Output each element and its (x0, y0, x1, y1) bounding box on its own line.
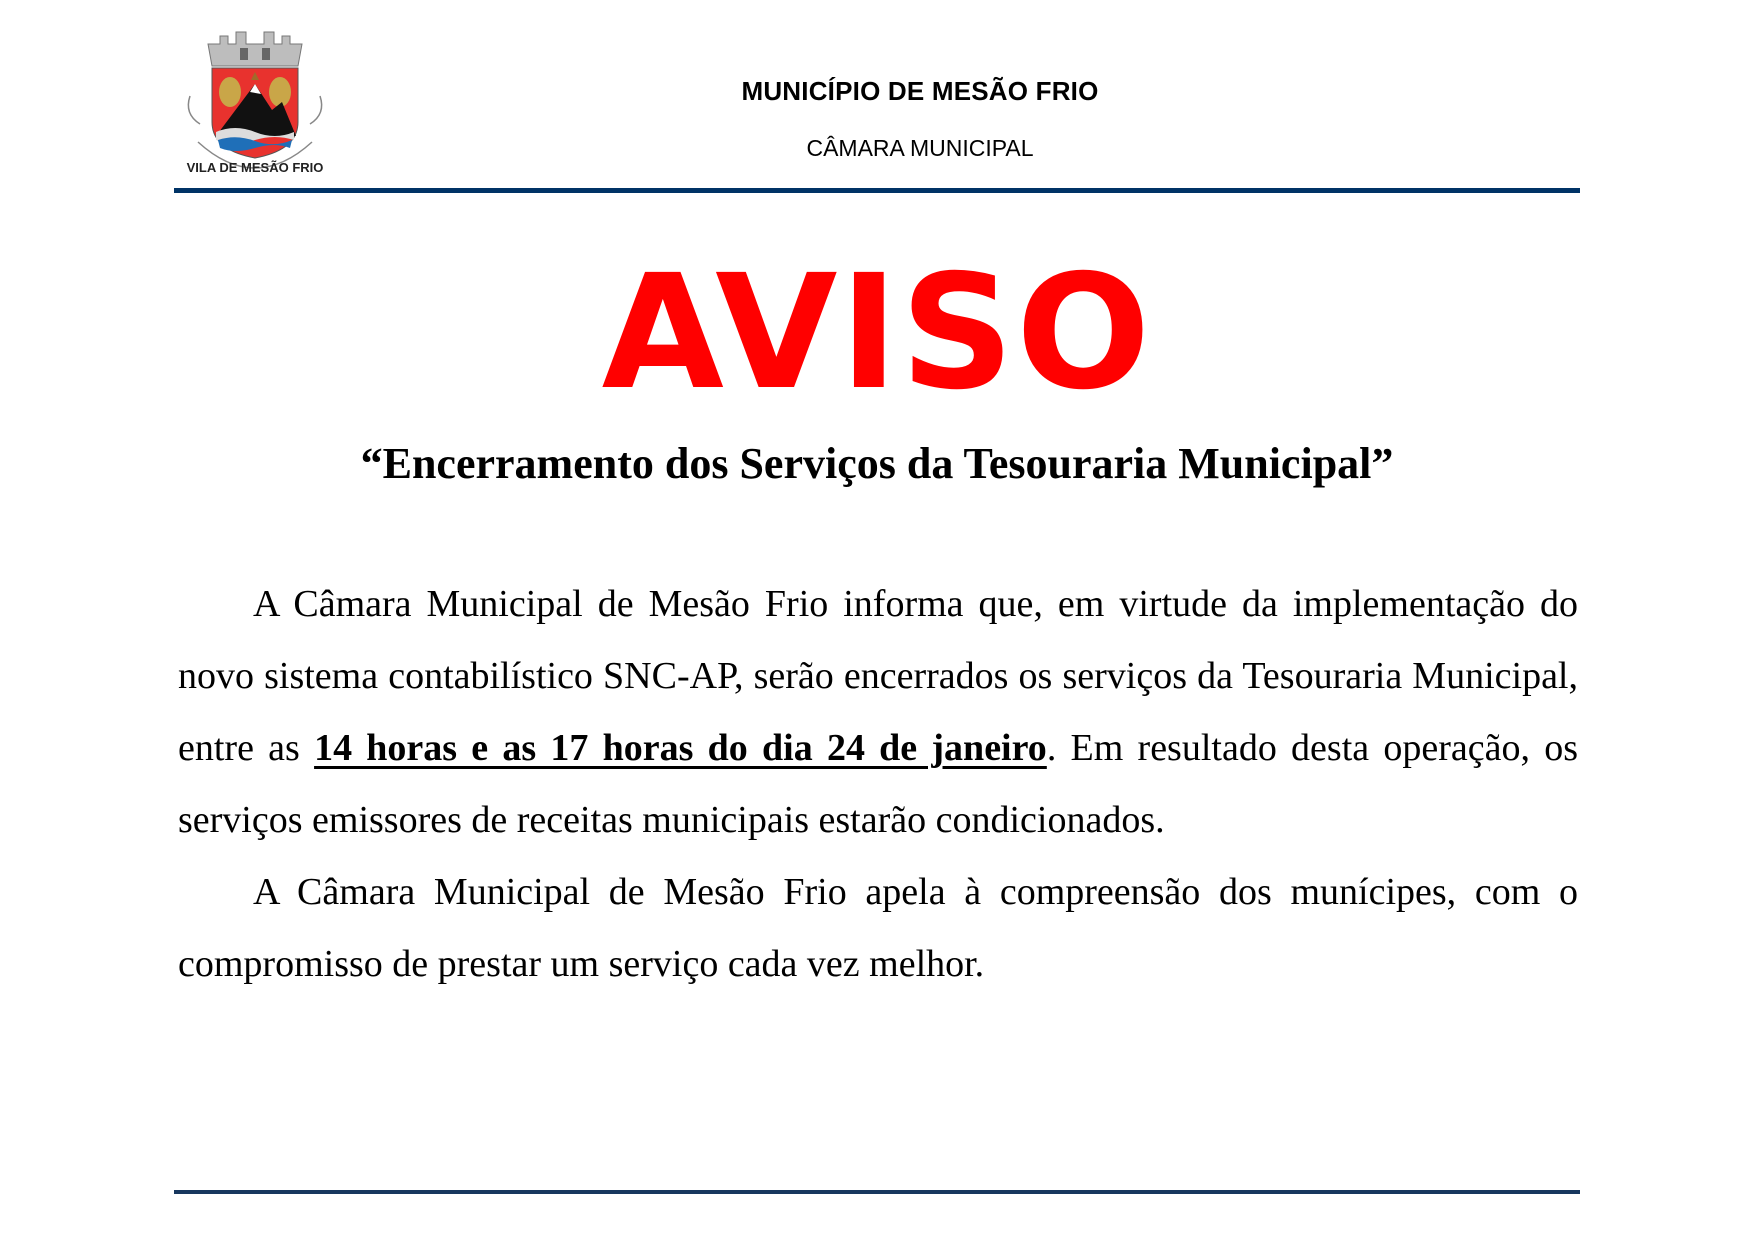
coat-of-arms-icon (180, 24, 330, 180)
notice-heading: “Encerramento dos Serviços da Tesouraria Municipal” (360, 439, 1394, 488)
closure-time-highlight: 14 horas e as 17 horas do dia 24 de janeiro (314, 727, 1047, 769)
council-subtitle: CÂMARA MUNICIPAL (806, 135, 1034, 161)
svg-text:VILA DE MESÃO FRIO: VILA DE MESÃO FRIO (186, 160, 324, 175)
municipality-title: MUNICÍPIO DE MESÃO FRIO (741, 76, 1099, 106)
paragraph-1-text: A Câmara Municipal de Mesão Frio informa que, em virtude da implementação do novo sistema contabilístico SNC-AP, serão encerrados os serviços da Tesouraria Municipal, entre as (178, 583, 1578, 769)
notice-label: AVISO (601, 241, 1153, 425)
footer-divider (174, 1190, 1580, 1194)
paragraph-2: A Câmara Municipal de Mesão Frio apela à compreensão dos munícipes, com o compromisso de prestar um serviço cada vez melhor. (178, 871, 1578, 985)
header-divider (174, 188, 1580, 193)
crest-svg (180, 24, 330, 180)
paragraph-1-text-end: . Em resultado desta operação, os serviços emissores de receitas municipais estarão condicionados. (178, 727, 1579, 841)
notice-body (178, 568, 1578, 1000)
paragraph-1 (178, 568, 1578, 856)
